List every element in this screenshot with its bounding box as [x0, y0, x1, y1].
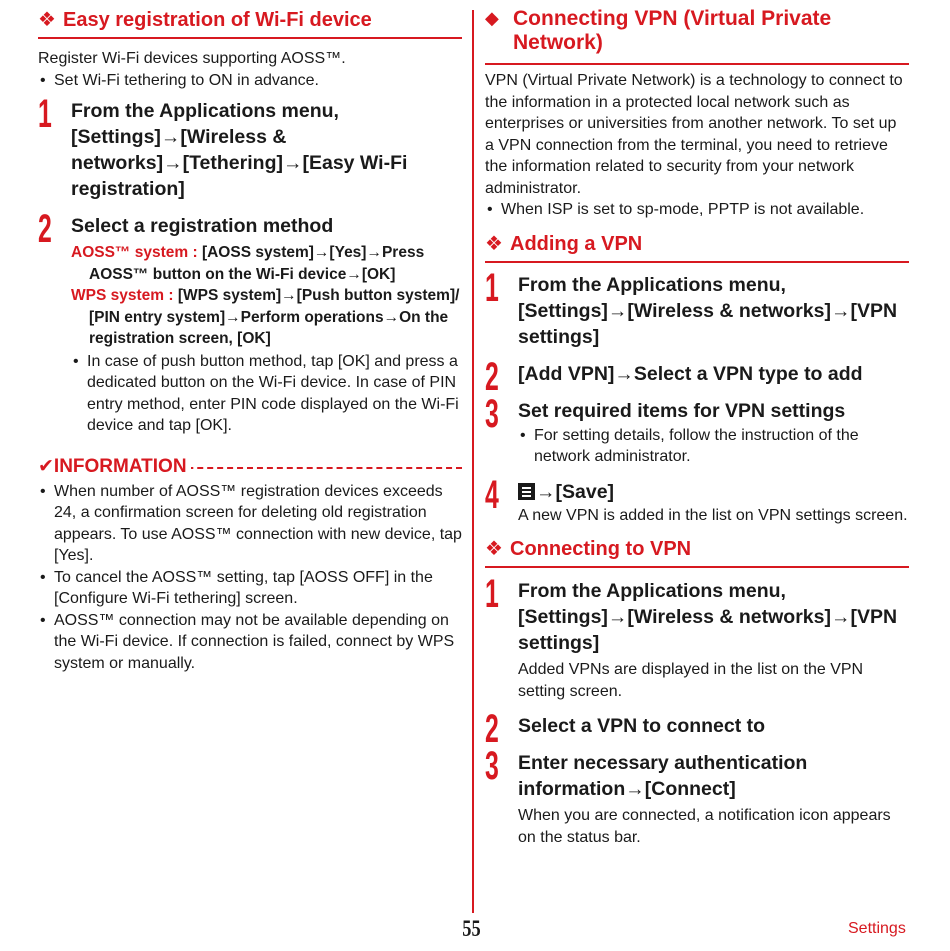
intro-bullet: • Set Wi-Fi tethering to ON in advance. [38, 70, 462, 92]
information-list [38, 481, 462, 675]
aoss-text-1: [AOSS system]→[Yes]→Press [201, 244, 425, 261]
step-number: 3 [485, 744, 499, 788]
step-number: 2 [485, 707, 499, 751]
four-diamond-icon: ❖ [485, 538, 503, 560]
step-number: 4 [485, 472, 499, 517]
step-title: Set required items for VPN settings [518, 399, 846, 422]
adding-step-3 [485, 391, 909, 468]
diamond-icon: ◆ [485, 8, 499, 28]
step-number: 2 [485, 354, 499, 399]
section-heading-vpn [485, 7, 909, 65]
step-2-note: • In case of push button method, tap [OK] and press a dedicated button on the Wi-Fi device. In case of PIN entry method, enter PIN code displayed on the Wi-Fi device and tap [OK]. [71, 351, 462, 437]
step-3-note: • For setting details, follow the instruction of the network administrator. [518, 425, 909, 468]
left-column [38, 0, 462, 674]
step-2 [38, 207, 462, 437]
subsection-title: Adding a VPN [510, 232, 643, 255]
step-3-description: When you are connected, a notification icon appears on the status bar. [518, 807, 891, 846]
subsection-title: Connecting to VPN [510, 538, 692, 560]
section-title: Easy registration of Wi-Fi device [63, 9, 372, 31]
wps-text-2: [PIN entry system]→Perform operations→On the registration screen, [OK] [89, 308, 449, 347]
four-diamond-icon: ❖ [485, 232, 503, 255]
four-diamond-icon: ❖ [38, 9, 56, 31]
information-item: • AOSS™ connection may not be available depending on the Wi-Fi device. If connection is failed, connect by WPS system or manually. [38, 610, 462, 675]
information-heading [38, 455, 462, 479]
connecting-step-1 [485, 572, 909, 702]
step-number: 1 [485, 265, 499, 310]
aoss-option [71, 242, 462, 285]
menu-key-icon [518, 483, 535, 500]
adding-step-2 [485, 354, 909, 399]
step-number: 1 [485, 572, 499, 616]
subsection-heading-adding-vpn [485, 231, 909, 263]
step-number: 2 [38, 207, 52, 251]
adding-step-4 [485, 472, 909, 527]
right-column [485, 0, 909, 848]
wps-text-1: [WPS system]→[Push button system]/ [177, 287, 460, 304]
information-item: • To cancel the AOSS™ setting, tap [AOSS OFF] in the [Configure Wi-Fi tethering] screen. [38, 567, 462, 610]
step-title: Select a registration method [71, 215, 334, 237]
column-divider [472, 10, 474, 913]
aoss-label: AOSS™ system : [71, 244, 202, 261]
intro-text: Register Wi-Fi devices supporting AOSS™. [38, 50, 346, 67]
vpn-intro-text: VPN (Virtual Private Network) is a technology to connect to the information in a protected local network such as enterprises or universities from another network. To set up a VPN connection from the terminal, you need to retrieve the information related to security from your network administrator. [485, 72, 903, 197]
vpn-intro-bullet: • When ISP is set to sp-mode, PPTP is not available. [485, 199, 909, 221]
step-title: [Add VPN]→Select a VPN type to add [518, 362, 863, 385]
step-1 [38, 92, 462, 202]
section-title: Connecting VPN (Virtual Private Network) [513, 7, 832, 54]
adding-step-1 [485, 265, 909, 350]
aoss-text-2: AOSS™ button on the Wi-Fi device→[OK] [89, 265, 396, 283]
step-1-description: Added VPNs are displayed in the list on the VPN setting screen. [518, 661, 864, 700]
section-heading-wifi-registration [38, 7, 462, 39]
subsection-heading-connecting-vpn [485, 536, 909, 568]
wps-option [71, 285, 462, 350]
step-title: From the Applications menu, [Settings]→[Wireless & networks]→[Tethering]→[Easy Wi-Fi registration] [71, 100, 408, 200]
footer-section-label: Settings [848, 920, 906, 937]
step-title [518, 479, 909, 505]
step-title: Select a VPN to connect to [518, 715, 766, 737]
wps-label: WPS system : [71, 287, 178, 304]
information-item: • When number of AOSS™ registration devices exceeds 24, a confirmation screen for deleting old registration appears. To use AOSS™ connection with new device, tap [Yes]. [38, 481, 462, 567]
step-number: 3 [485, 391, 499, 436]
step-title: From the Applications menu, [Settings]→[Wireless & networks]→[VPN settings] [518, 273, 898, 348]
page-number: 55 [462, 916, 481, 941]
connecting-step-3 [485, 744, 909, 848]
step-4-description: A new VPN is added in the list on VPN settings screen. [518, 506, 908, 524]
information-title: ✔INFORMATION [38, 455, 191, 478]
step-title: Enter necessary authentication information→[Connect] [518, 752, 808, 800]
step-title: From the Applications menu, [Settings]→[Wireless & networks]→[VPN settings] [518, 580, 898, 654]
step-number: 1 [38, 92, 52, 136]
connecting-step-2 [485, 707, 909, 751]
save-instruction: →[Save] [536, 480, 615, 503]
